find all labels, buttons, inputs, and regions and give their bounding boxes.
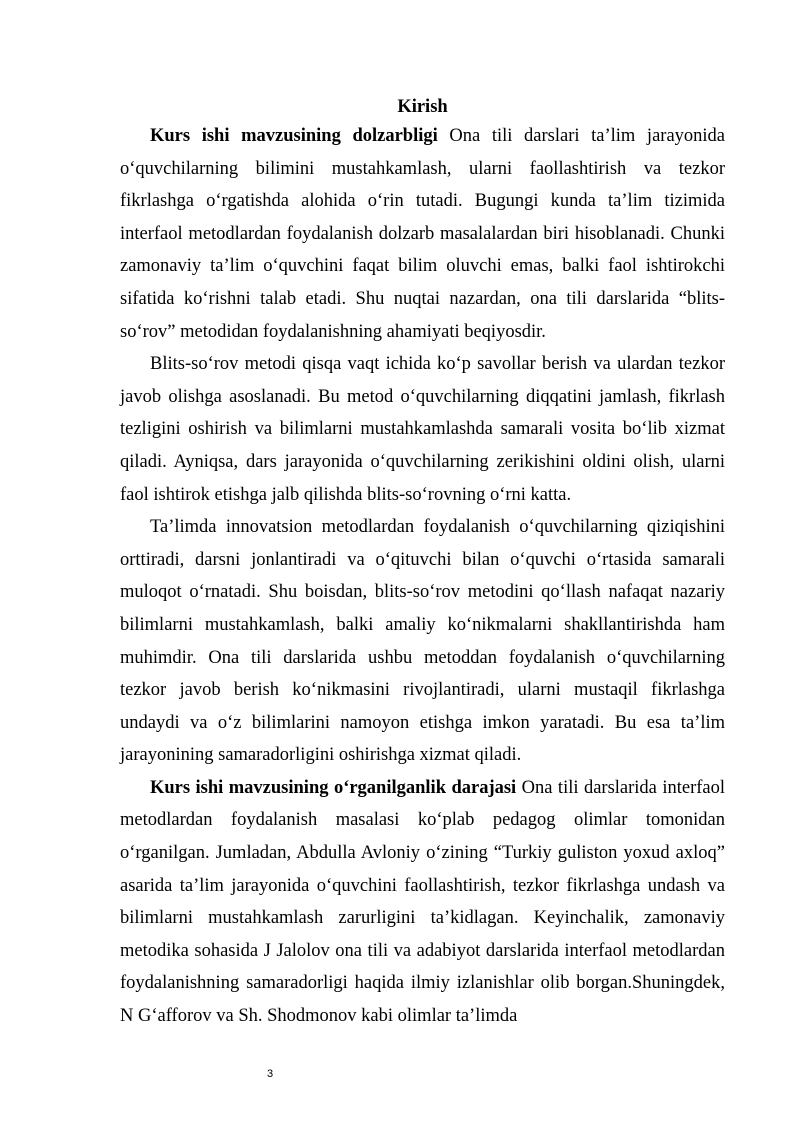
paragraph-study-level (120, 772, 725, 1033)
paragraph-lead: Kurs ishi mavzusining o‘rganilganlik darajasi (150, 777, 517, 798)
paragraph-blits-method (120, 348, 725, 511)
paragraph-text: Ona tili darslari ta’lim jarayonida o‘quvchilarning bilimini mustahkamlash, ularni faollashtirish va tezkor fikrlashga o‘rgatishda alohida o‘rin tutadi. Bugungi kunda ta’lim tizimida interfaol metodlardan foydalanish dolzarb masalalardan biri hisoblanadi. Chunki zamonaviy ta’lim o‘quvchini faqat bilim oluvchi emas, balki faol ishtirokchi sifatida ko‘rishni talab etadi. Shu nuqtai nazardan, ona tili darslarida “blits-so‘rov” metodidan foydalanishning ahamiyati beqiyosdir. (120, 126, 725, 342)
page-number: 3 (266, 1068, 274, 1080)
document-page (120, 94, 725, 1033)
paragraph-innovation (120, 511, 725, 772)
paragraph-text: Blits-so‘rov metodi qisqa vaqt ichida ko‘p savollar berish va ulardan tezkor javob olishga asoslanadi. Bu metod o‘quvchilarning diqqatini jamlash, fikrlash tezligini oshirish va bilimlarni mustahkamlashda samarali vosita bo‘lib xizmat qiladi. Ayniqsa, dars jarayonida o‘quvchilarning zerikishini oldini olish, ularni faol ishtirok etishga jalb qilishda blits-so‘rovning o‘rni katta. (120, 354, 725, 505)
paragraph-text: Ona tili darslarida interfaol metodlardan foydalanish masalasi ko‘plab pedagog olimlar tomonidan o‘rganilgan. Jumladan, Abdulla Avloniy o‘zining “Turkiy guliston yoxud axloq” asarida ta’lim jarayonida o‘quvchini faollashtirish, tezkor fikrlashga undash va bilimlarni mustahkamlash zarurligini ta’kidlagan. Keyinchalik, zamonaviy metodika sohasida J Jalolov ona tili va adabiyot darslarida interfaol metodlardan foydalanishning samaradorligi haqida ilmiy izlanishlar olib borgan.Shuningdek, N G‘afforov va Sh. Shodmonov kabi olimlar ta’limda (120, 777, 726, 1027)
paragraph-lead: Kurs ishi mavzusining dolzarbligi (150, 126, 438, 146)
section-title: Kirish (397, 97, 448, 117)
paragraph-relevance (120, 120, 725, 348)
paragraph-text: Ta’limda innovatsion metodlardan foydalanish o‘quvchilarning qiziqishini orttiradi, darsni jonlantiradi va o‘qituvchi bilan o‘quvchi o‘rtasida samarali muloqot o‘rnatadi. Shu boisdan, blits-so‘rov metodini qo‘llash nafaqat nazariy bilimlarni mustahkamlash, balki amaliy ko‘nikmalarni shakllantirishda ham muhimdir. Ona tili darslarida ushbu metoddan foydalanish o‘quvchilarning tezkor javob berish ko‘nikmasini rivojlantiradi, ularni mustaqil fikrlashga undaydi va o‘z bilimlarini namoyon etishga imkon yaratadi. Bu esa ta’lim jarayonining samaradorligini oshirishga xizmat qiladi. (120, 517, 725, 766)
